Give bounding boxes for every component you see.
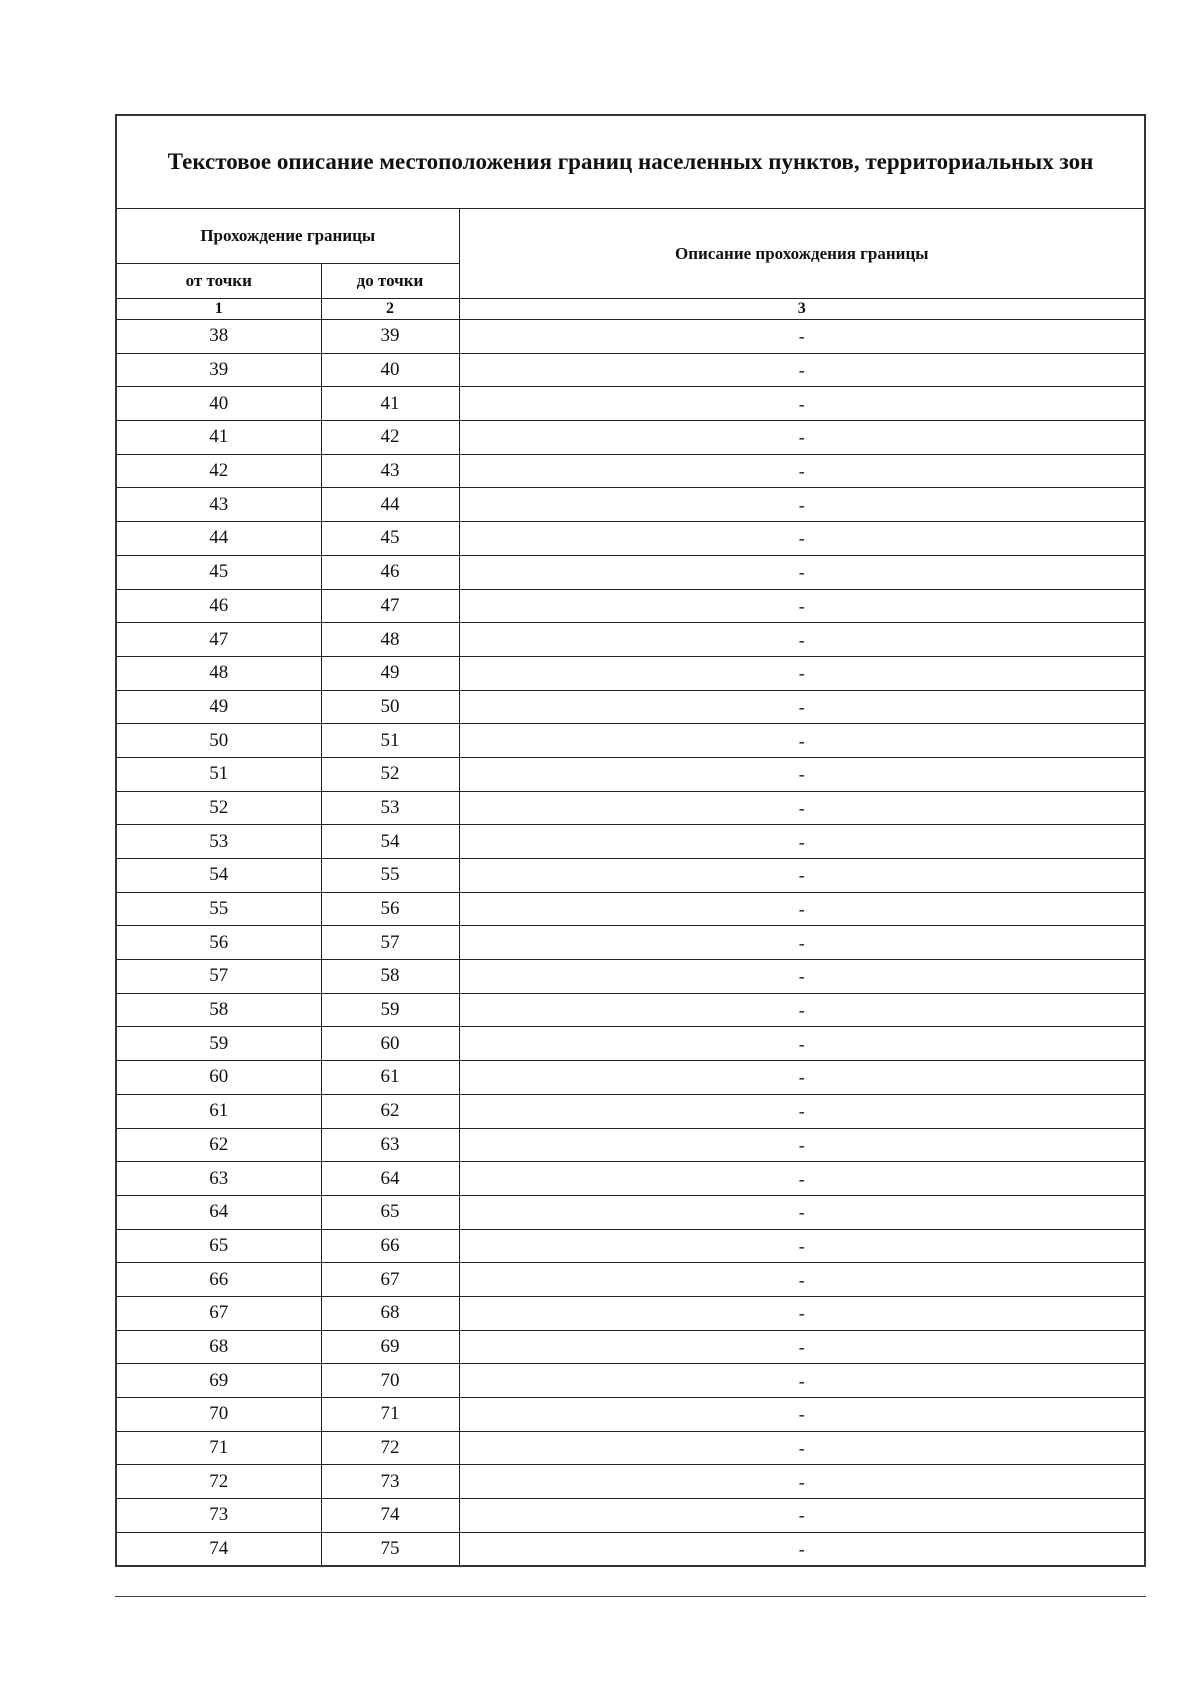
from-point-cell: 54 xyxy=(116,859,321,893)
description-cell: - xyxy=(459,1061,1145,1095)
to-point-header: до точки xyxy=(321,264,459,299)
description-cell: - xyxy=(459,825,1145,859)
to-point-cell: 69 xyxy=(321,1330,459,1364)
from-point-cell: 40 xyxy=(116,387,321,421)
description-cell: - xyxy=(459,1398,1145,1432)
table-row xyxy=(116,1162,1145,1196)
from-point-cell: 49 xyxy=(116,690,321,724)
from-point-cell: 74 xyxy=(116,1532,321,1566)
to-point-cell: 56 xyxy=(321,892,459,926)
description-cell: - xyxy=(459,1465,1145,1499)
to-point-cell: 41 xyxy=(321,387,459,421)
description-cell: - xyxy=(459,1532,1145,1566)
to-point-cell: 67 xyxy=(321,1263,459,1297)
table-row xyxy=(116,1061,1145,1095)
from-point-cell: 52 xyxy=(116,791,321,825)
table-row xyxy=(116,522,1145,556)
to-point-cell: 47 xyxy=(321,589,459,623)
to-point-cell: 50 xyxy=(321,690,459,724)
from-point-cell: 67 xyxy=(116,1296,321,1330)
to-point-cell: 51 xyxy=(321,724,459,758)
from-point-cell: 62 xyxy=(116,1128,321,1162)
from-point-cell: 39 xyxy=(116,353,321,387)
description-cell: - xyxy=(459,320,1145,354)
description-cell: - xyxy=(459,892,1145,926)
from-point-cell: 71 xyxy=(116,1431,321,1465)
to-point-cell: 60 xyxy=(321,1027,459,1061)
from-point-cell: 47 xyxy=(116,623,321,657)
description-cell: - xyxy=(459,960,1145,994)
description-cell: - xyxy=(459,454,1145,488)
to-point-cell: 66 xyxy=(321,1229,459,1263)
table-row xyxy=(116,926,1145,960)
to-point-cell: 42 xyxy=(321,421,459,455)
column-number-2: 2 xyxy=(321,299,459,320)
description-cell: - xyxy=(459,1195,1145,1229)
table-row xyxy=(116,1128,1145,1162)
boundary-passage-header: Прохождение границы xyxy=(116,209,459,264)
description-cell: - xyxy=(459,353,1145,387)
boundary-table xyxy=(115,114,1146,1567)
from-point-cell: 53 xyxy=(116,825,321,859)
table-row xyxy=(116,320,1145,354)
description-cell: - xyxy=(459,522,1145,556)
from-point-cell: 48 xyxy=(116,656,321,690)
table-row xyxy=(116,825,1145,859)
description-cell: - xyxy=(459,1330,1145,1364)
table-row xyxy=(116,589,1145,623)
to-point-cell: 63 xyxy=(321,1128,459,1162)
description-cell: - xyxy=(459,656,1145,690)
description-cell: - xyxy=(459,993,1145,1027)
to-point-cell: 57 xyxy=(321,926,459,960)
from-point-cell: 50 xyxy=(116,724,321,758)
from-point-cell: 45 xyxy=(116,555,321,589)
from-point-cell: 42 xyxy=(116,454,321,488)
from-point-cell: 38 xyxy=(116,320,321,354)
from-point-cell: 51 xyxy=(116,757,321,791)
from-point-cell: 61 xyxy=(116,1094,321,1128)
table-row xyxy=(116,690,1145,724)
description-cell: - xyxy=(459,1128,1145,1162)
description-cell: - xyxy=(459,555,1145,589)
description-cell: - xyxy=(459,421,1145,455)
from-point-cell: 56 xyxy=(116,926,321,960)
description-cell: - xyxy=(459,1296,1145,1330)
description-cell: - xyxy=(459,757,1145,791)
to-point-cell: 68 xyxy=(321,1296,459,1330)
table-row xyxy=(116,1431,1145,1465)
table-row xyxy=(116,488,1145,522)
from-point-cell: 46 xyxy=(116,589,321,623)
from-point-cell: 63 xyxy=(116,1162,321,1196)
table-row xyxy=(116,1330,1145,1364)
to-point-cell: 49 xyxy=(321,656,459,690)
from-point-cell: 55 xyxy=(116,892,321,926)
to-point-cell: 52 xyxy=(321,757,459,791)
description-cell: - xyxy=(459,1094,1145,1128)
description-cell: - xyxy=(459,791,1145,825)
description-cell: - xyxy=(459,387,1145,421)
from-point-cell: 72 xyxy=(116,1465,321,1499)
from-point-cell: 65 xyxy=(116,1229,321,1263)
table-body xyxy=(116,320,1145,1567)
from-point-cell: 58 xyxy=(116,993,321,1027)
description-cell: - xyxy=(459,1263,1145,1297)
to-point-cell: 64 xyxy=(321,1162,459,1196)
to-point-cell: 46 xyxy=(321,555,459,589)
bottom-divider xyxy=(115,1596,1146,1600)
table-row xyxy=(116,859,1145,893)
to-point-cell: 65 xyxy=(321,1195,459,1229)
to-point-cell: 72 xyxy=(321,1431,459,1465)
to-point-cell: 53 xyxy=(321,791,459,825)
table-row xyxy=(116,1532,1145,1566)
to-point-cell: 39 xyxy=(321,320,459,354)
table-row xyxy=(116,1499,1145,1533)
description-cell: - xyxy=(459,724,1145,758)
to-point-cell: 54 xyxy=(321,825,459,859)
table-row xyxy=(116,421,1145,455)
to-point-cell: 45 xyxy=(321,522,459,556)
to-point-cell: 48 xyxy=(321,623,459,657)
description-cell: - xyxy=(459,859,1145,893)
table-row xyxy=(116,623,1145,657)
table-row xyxy=(116,757,1145,791)
to-point-cell: 73 xyxy=(321,1465,459,1499)
from-point-cell: 59 xyxy=(116,1027,321,1061)
table-row xyxy=(116,1027,1145,1061)
description-cell: - xyxy=(459,488,1145,522)
from-point-cell: 64 xyxy=(116,1195,321,1229)
to-point-cell: 43 xyxy=(321,454,459,488)
to-point-cell: 74 xyxy=(321,1499,459,1533)
from-point-cell: 69 xyxy=(116,1364,321,1398)
description-cell: - xyxy=(459,690,1145,724)
table-row xyxy=(116,960,1145,994)
table-row xyxy=(116,387,1145,421)
table-row xyxy=(116,1364,1145,1398)
description-cell: - xyxy=(459,1431,1145,1465)
table-row xyxy=(116,656,1145,690)
from-point-cell: 41 xyxy=(116,421,321,455)
table-row xyxy=(116,993,1145,1027)
column-number-3: 3 xyxy=(459,299,1145,320)
table-row xyxy=(116,1094,1145,1128)
table-row xyxy=(116,892,1145,926)
description-cell: - xyxy=(459,589,1145,623)
from-point-cell: 57 xyxy=(116,960,321,994)
table-row xyxy=(116,724,1145,758)
to-point-cell: 61 xyxy=(321,1061,459,1095)
table-row xyxy=(116,1465,1145,1499)
description-cell: - xyxy=(459,1162,1145,1196)
table-row xyxy=(116,1263,1145,1297)
table-header xyxy=(116,115,1145,320)
description-cell: - xyxy=(459,1499,1145,1533)
from-point-cell: 43 xyxy=(116,488,321,522)
to-point-cell: 44 xyxy=(321,488,459,522)
document-title: Текстовое описание местоположения границ населенных пунктов, территориальных зон xyxy=(116,115,1145,209)
description-header: Описание прохождения границы xyxy=(459,209,1145,299)
description-cell: - xyxy=(459,926,1145,960)
from-point-cell: 60 xyxy=(116,1061,321,1095)
to-point-cell: 59 xyxy=(321,993,459,1027)
from-point-cell: 68 xyxy=(116,1330,321,1364)
table-row xyxy=(116,454,1145,488)
description-cell: - xyxy=(459,623,1145,657)
from-point-cell: 44 xyxy=(116,522,321,556)
to-point-cell: 40 xyxy=(321,353,459,387)
table-row xyxy=(116,1398,1145,1432)
to-point-cell: 70 xyxy=(321,1364,459,1398)
table-row xyxy=(116,1229,1145,1263)
table-row xyxy=(116,555,1145,589)
to-point-cell: 62 xyxy=(321,1094,459,1128)
description-cell: - xyxy=(459,1027,1145,1061)
from-point-cell: 73 xyxy=(116,1499,321,1533)
from-point-header: от точки xyxy=(116,264,321,299)
from-point-cell: 70 xyxy=(116,1398,321,1432)
to-point-cell: 75 xyxy=(321,1532,459,1566)
from-point-cell: 66 xyxy=(116,1263,321,1297)
to-point-cell: 71 xyxy=(321,1398,459,1432)
column-number-1: 1 xyxy=(116,299,321,320)
table-row xyxy=(116,1195,1145,1229)
table-row xyxy=(116,353,1145,387)
to-point-cell: 55 xyxy=(321,859,459,893)
description-cell: - xyxy=(459,1364,1145,1398)
table-row xyxy=(116,791,1145,825)
to-point-cell: 58 xyxy=(321,960,459,994)
table-row xyxy=(116,1296,1145,1330)
description-cell: - xyxy=(459,1229,1145,1263)
